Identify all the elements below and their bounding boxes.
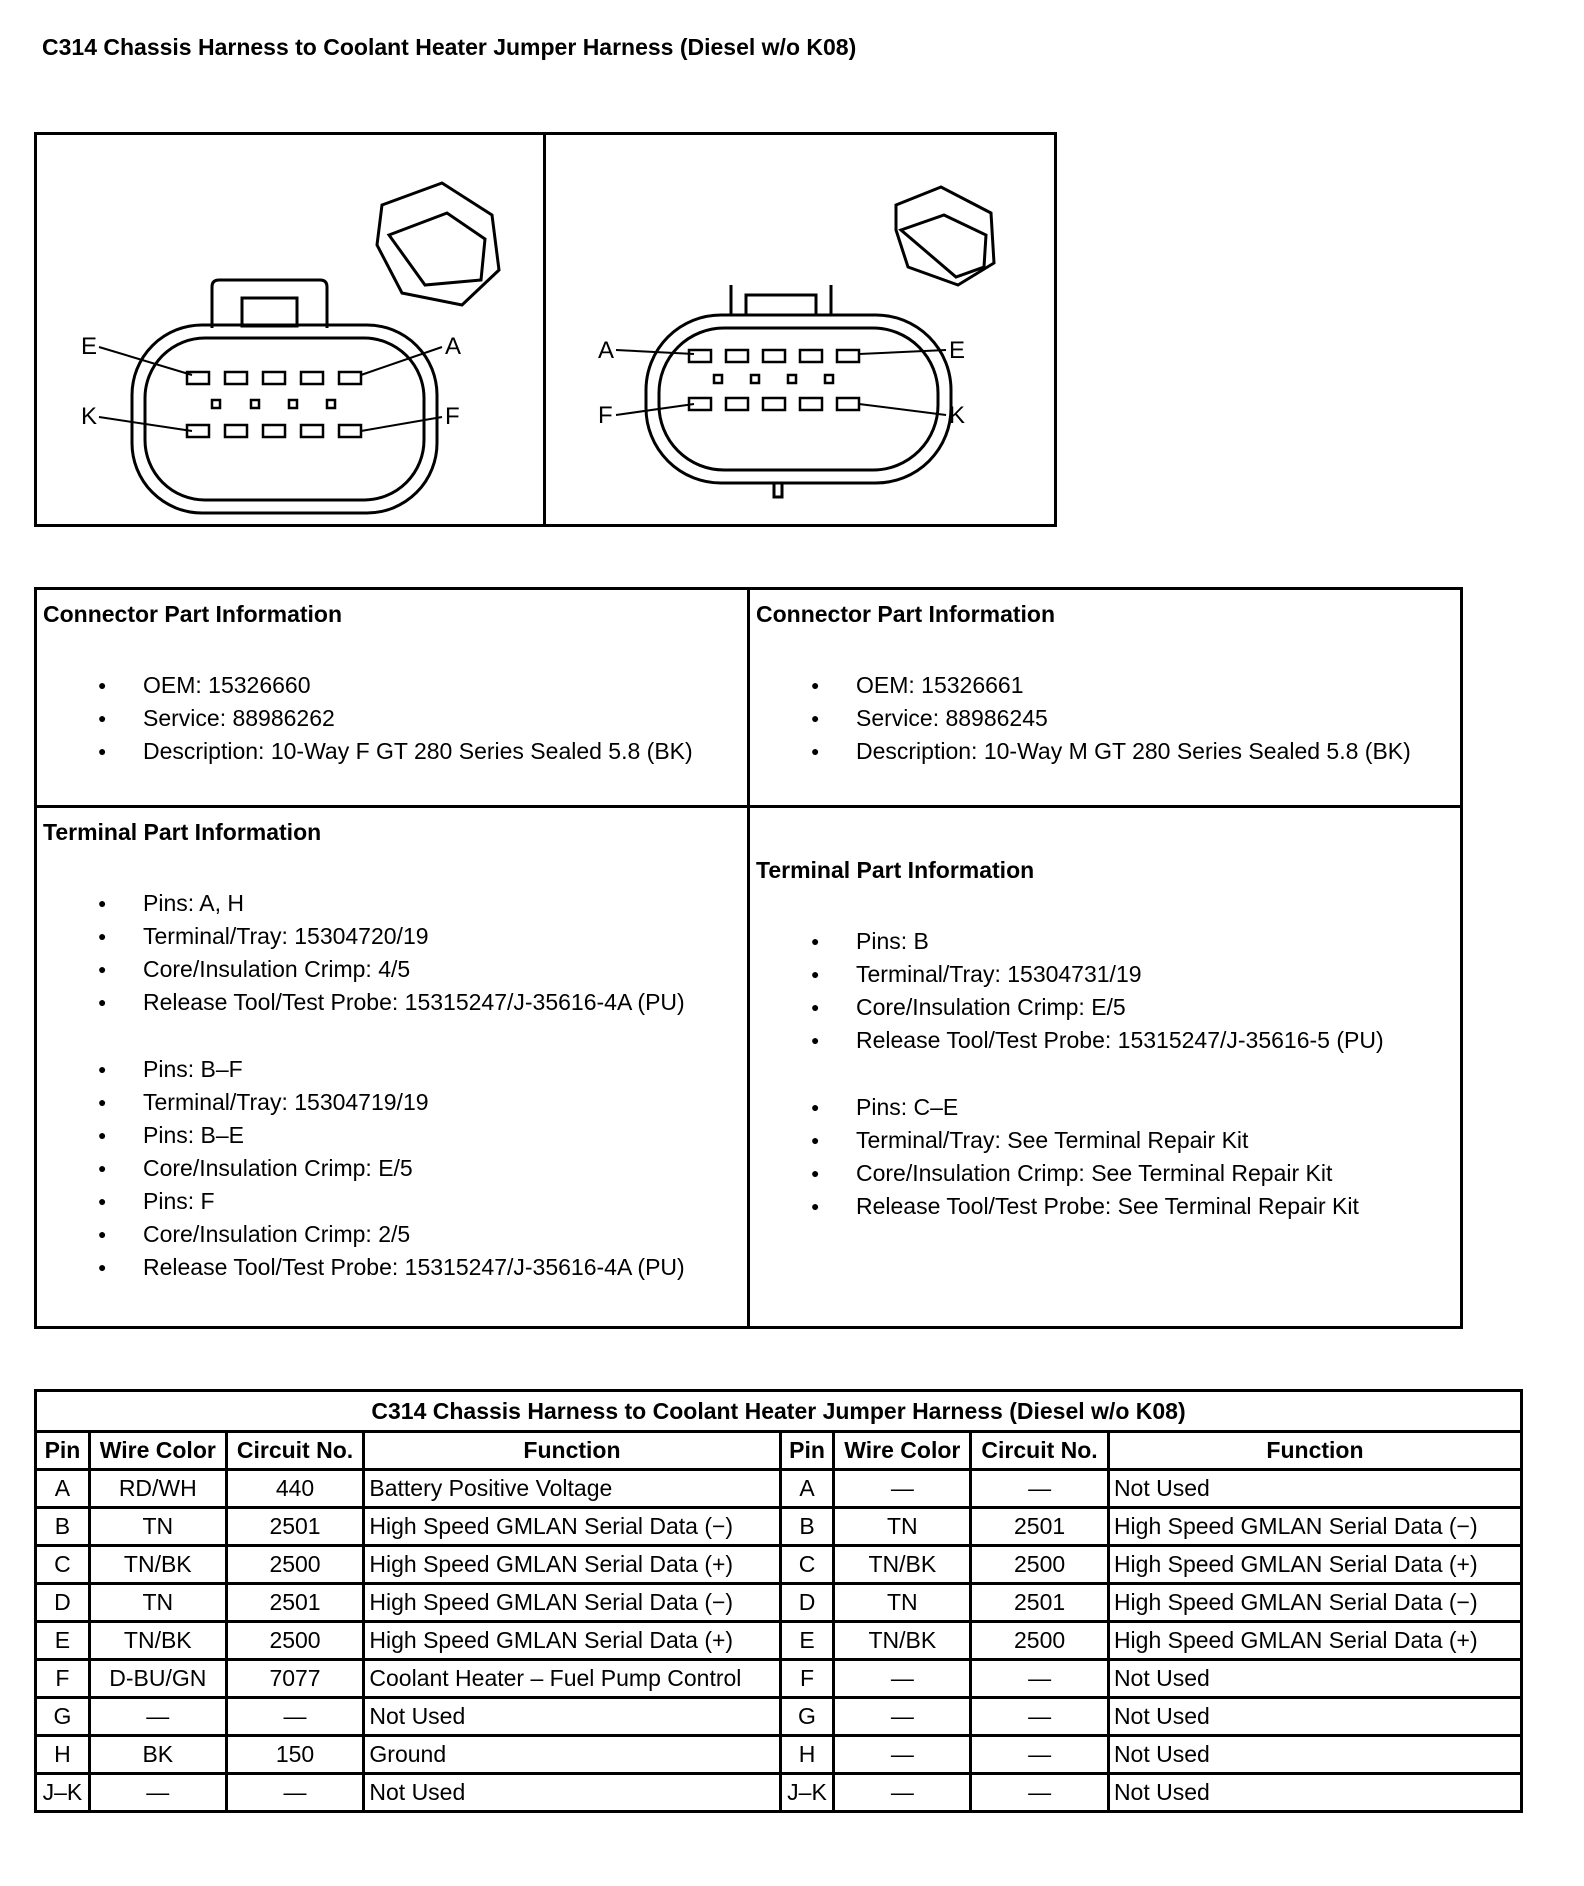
pinout-table-body [36, 1470, 1522, 1812]
terminal-info-right [747, 808, 1460, 1326]
table-cell: D [780, 1584, 834, 1622]
connector-info-list [43, 669, 741, 768]
column-header: Circuit No. [971, 1432, 1109, 1470]
list-item: ● Pins: B–E [43, 1119, 741, 1152]
table-cell: Not Used [364, 1698, 780, 1736]
table-cell: F [780, 1660, 834, 1698]
table-cell: 2500 [226, 1546, 364, 1584]
list-item: ● Service: 88986245 [756, 702, 1454, 735]
table-cell: E [36, 1622, 90, 1660]
table-cell: TN [89, 1508, 226, 1546]
terminal-info-list [43, 1053, 741, 1284]
table-cell: TN [89, 1584, 226, 1622]
terminal-info-list [756, 925, 1454, 1057]
list-item: ● Core/Insulation Crimp: 2/5 [43, 1218, 741, 1251]
list-item: ● Description: 10-Way M GT 280 Series Sealed 5.8 (BK) [756, 735, 1454, 768]
table-row [36, 1736, 1522, 1774]
female-label-top-left: E [81, 333, 98, 360]
table-cell: TN/BK [89, 1546, 226, 1584]
table-cell: H [780, 1736, 834, 1774]
list-item: ● Description: 10-Way F GT 280 Series Sealed 5.8 (BK) [43, 735, 741, 768]
table-cell: — [834, 1774, 971, 1812]
table-cell: TN/BK [834, 1622, 971, 1660]
table-cell: — [89, 1774, 226, 1812]
list-item: ● Core/Insulation Crimp: 4/5 [43, 953, 741, 986]
table-cell: — [971, 1470, 1109, 1508]
table-cell: TN [834, 1584, 971, 1622]
table-cell: — [89, 1698, 226, 1736]
list-item: ● Terminal/Tray: See Terminal Repair Kit [756, 1124, 1454, 1157]
table-row [36, 1774, 1522, 1812]
connector-diagram [34, 132, 1057, 527]
table-cell: — [834, 1470, 971, 1508]
male-label-bottom-right: K [948, 402, 965, 429]
table-row [36, 1660, 1522, 1698]
table-cell: A [36, 1470, 90, 1508]
table-cell: — [971, 1698, 1109, 1736]
list-item: ● Release Tool/Test Probe: See Terminal Repair Kit [756, 1190, 1454, 1223]
table-cell: C [780, 1546, 834, 1584]
table-cell: 2500 [226, 1622, 364, 1660]
connector-info-heading: Connector Part Information [756, 601, 1056, 627]
column-header: Circuit No. [226, 1432, 364, 1470]
table-row [36, 1698, 1522, 1736]
table-cell: B [36, 1508, 90, 1546]
list-item: ● Pins: F [43, 1185, 741, 1218]
male-connector-drawing [546, 135, 1056, 527]
column-header: Function [364, 1432, 780, 1470]
terminal-info-heading: Terminal Part Information [43, 819, 322, 845]
connector-info-heading: Connector Part Information [43, 601, 343, 627]
table-cell: D [36, 1584, 90, 1622]
list-item: ● Pins: A, H [43, 887, 741, 920]
table-cell: High Speed GMLAN Serial Data (+) [364, 1622, 780, 1660]
table-cell: Not Used [1108, 1736, 1521, 1774]
female-label-bottom-right: F [445, 403, 460, 430]
table-cell: J–K [36, 1774, 90, 1812]
table-cell: — [226, 1698, 364, 1736]
table-cell: Not Used [1108, 1660, 1521, 1698]
list-item: ● Pins: B–F [43, 1053, 741, 1086]
male-label-top-right: E [948, 337, 965, 364]
pinout-table [34, 1389, 1523, 1813]
connector-info-left [37, 590, 747, 808]
terminal-info-heading: Terminal Part Information [756, 857, 1035, 883]
table-cell: 2500 [971, 1546, 1109, 1584]
list-item: ● OEM: 15326660 [43, 669, 741, 702]
table-cell: 150 [226, 1736, 364, 1774]
table-cell: J–K [780, 1774, 834, 1812]
table-cell: G [36, 1698, 90, 1736]
table-cell: F [36, 1660, 90, 1698]
table-cell: C [36, 1546, 90, 1584]
column-header: Wire Color [89, 1432, 226, 1470]
table-cell: High Speed GMLAN Serial Data (+) [364, 1546, 780, 1584]
female-label-bottom-left: K [81, 403, 98, 430]
pinout-table-caption: C314 Chassis Harness to Coolant Heater Jumper Harness (Diesel w/o K08) [36, 1391, 1522, 1432]
table-cell: — [834, 1698, 971, 1736]
table-cell: High Speed GMLAN Serial Data (+) [1108, 1546, 1521, 1584]
table-cell: 440 [226, 1470, 364, 1508]
table-cell: 2501 [226, 1508, 364, 1546]
table-cell: — [834, 1660, 971, 1698]
table-cell: A [780, 1470, 834, 1508]
terminal-info-list [756, 1091, 1454, 1223]
table-cell: B [780, 1508, 834, 1546]
table-cell: TN/BK [834, 1546, 971, 1584]
list-item: ● Pins: C–E [756, 1091, 1454, 1124]
male-connector-view [546, 135, 1055, 524]
pinout-table-header-row [36, 1432, 1522, 1470]
column-header: Pin [36, 1432, 90, 1470]
table-cell: TN/BK [89, 1622, 226, 1660]
connector-info-right [747, 590, 1460, 808]
table-cell: D-BU/GN [89, 1660, 226, 1698]
column-header: Function [1108, 1432, 1521, 1470]
table-cell: H [36, 1736, 90, 1774]
column-header: Wire Color [834, 1432, 971, 1470]
terminal-info-left [37, 808, 747, 1326]
page-title: C314 Chassis Harness to Coolant Heater Jumper Harness (Diesel w/o K08) [42, 34, 857, 60]
list-item: ● Core/Insulation Crimp: E/5 [756, 991, 1454, 1024]
table-cell: High Speed GMLAN Serial Data (−) [364, 1508, 780, 1546]
table-cell: Not Used [364, 1774, 780, 1812]
table-cell: 2501 [226, 1584, 364, 1622]
female-connector-view [37, 135, 546, 524]
list-item: ● Core/Insulation Crimp: E/5 [43, 1152, 741, 1185]
list-item: ● Service: 88986262 [43, 702, 741, 735]
table-cell: E [780, 1622, 834, 1660]
table-cell: Ground [364, 1736, 780, 1774]
list-item: ● Terminal/Tray: 15304720/19 [43, 920, 741, 953]
female-connector-drawing [37, 135, 547, 527]
connector-info-list [756, 669, 1454, 768]
list-item: ● Release Tool/Test Probe: 15315247/J-35616-5 (PU) [756, 1024, 1454, 1057]
table-cell: High Speed GMLAN Serial Data (−) [1108, 1508, 1521, 1546]
table-cell: — [226, 1774, 364, 1812]
table-cell: 2501 [971, 1584, 1109, 1622]
table-cell: Not Used [1108, 1774, 1521, 1812]
terminal-info-list [43, 887, 741, 1019]
table-cell: — [971, 1736, 1109, 1774]
table-row [36, 1622, 1522, 1660]
table-cell: TN [834, 1508, 971, 1546]
table-cell: RD/WH [89, 1470, 226, 1508]
table-cell: Coolant Heater – Fuel Pump Control [364, 1660, 780, 1698]
table-cell: High Speed GMLAN Serial Data (−) [1108, 1584, 1521, 1622]
list-item: ● Terminal/Tray: 15304719/19 [43, 1086, 741, 1119]
table-cell: BK [89, 1736, 226, 1774]
table-cell: Battery Positive Voltage [364, 1470, 780, 1508]
table-cell: 2501 [971, 1508, 1109, 1546]
table-row [36, 1546, 1522, 1584]
list-item: ● Pins: B [756, 925, 1454, 958]
table-cell: G [780, 1698, 834, 1736]
table-row [36, 1470, 1522, 1508]
table-cell: High Speed GMLAN Serial Data (−) [364, 1584, 780, 1622]
table-row [36, 1508, 1522, 1546]
table-cell: Not Used [1108, 1470, 1521, 1508]
table-cell: — [971, 1774, 1109, 1812]
list-item: ● Terminal/Tray: 15304731/19 [756, 958, 1454, 991]
table-cell: — [834, 1736, 971, 1774]
table-cell: 2500 [971, 1622, 1109, 1660]
list-item: ● Core/Insulation Crimp: See Terminal Repair Kit [756, 1157, 1454, 1190]
list-item: ● Release Tool/Test Probe: 15315247/J-35616-4A (PU) [43, 1251, 741, 1284]
table-row [36, 1584, 1522, 1622]
female-label-top-right: A [445, 333, 462, 360]
table-cell: — [971, 1660, 1109, 1698]
male-label-bottom-left: F [597, 402, 613, 429]
part-information-table [34, 587, 1463, 1329]
column-header: Pin [780, 1432, 834, 1470]
male-label-top-left: A [597, 337, 614, 364]
table-cell: Not Used [1108, 1698, 1521, 1736]
table-cell: High Speed GMLAN Serial Data (+) [1108, 1622, 1521, 1660]
table-cell: 7077 [226, 1660, 364, 1698]
list-item: ● OEM: 15326661 [756, 669, 1454, 702]
list-item: ● Release Tool/Test Probe: 15315247/J-35616-4A (PU) [43, 986, 741, 1019]
